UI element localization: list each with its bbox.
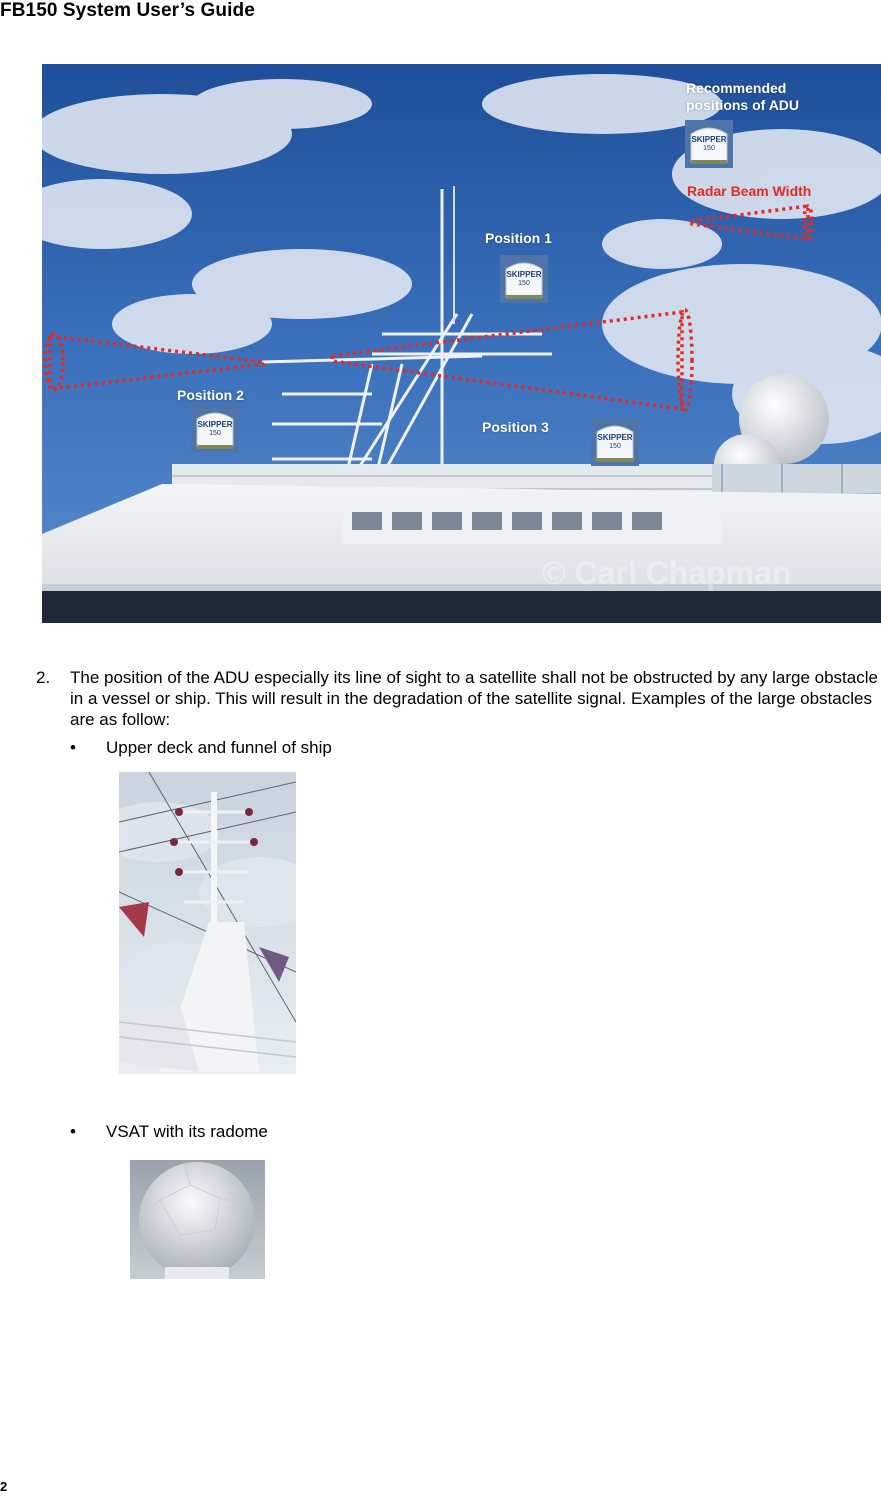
svg-text:SKIPPER: SKIPPER [597, 433, 633, 442]
item-number: 2. [36, 668, 51, 687]
page-title: FB150 System User’s Guide [0, 0, 255, 21]
svg-text:SKIPPER: SKIPPER [506, 270, 542, 279]
svg-text:150: 150 [209, 430, 221, 437]
position-2-label: Position 2 [177, 387, 244, 403]
position-1-label: Position 1 [485, 230, 552, 246]
svg-text:150: 150 [703, 145, 715, 152]
vsat-radome-photo [130, 1160, 265, 1279]
svg-text:150: 150 [609, 443, 621, 450]
bullet-symbol: • [70, 1122, 76, 1141]
recommended-positions-label: Recommended positions of ADU [686, 80, 800, 113]
page-number: 2 [0, 1479, 8, 1494]
bullet-text: Upper deck and funnel of ship [106, 738, 332, 757]
ship-antenna-placement-figure [42, 64, 881, 623]
svg-text:150: 150 [518, 280, 530, 287]
bullet-symbol: • [70, 738, 76, 757]
paragraph-text: The position of the ADU especially its line of sight to a satellite shall not be obstructed by any large obstacle in a vessel or ship. This will result in the degradation of the satellite signal. Examples of the large obstacles are as follow: [70, 668, 878, 729]
svg-text:SKIPPER: SKIPPER [197, 420, 233, 429]
position-3-label: Position 3 [482, 419, 549, 435]
adu-antenna-icon-position-3 [591, 418, 639, 466]
ship-photo [42, 64, 881, 623]
upper-deck-funnel-photo [119, 772, 296, 1074]
bullet-text: VSAT with its radome [106, 1122, 268, 1141]
watermark: © Carl Chapman [542, 555, 792, 591]
svg-text:SKIPPER: SKIPPER [691, 135, 727, 144]
adu-antenna-icon-position-2 [191, 405, 239, 453]
adu-antenna-icon-legend [685, 120, 733, 168]
adu-antenna-icon-position-1 [500, 255, 548, 303]
radar-beam-width-label: Radar Beam Width [687, 183, 812, 199]
